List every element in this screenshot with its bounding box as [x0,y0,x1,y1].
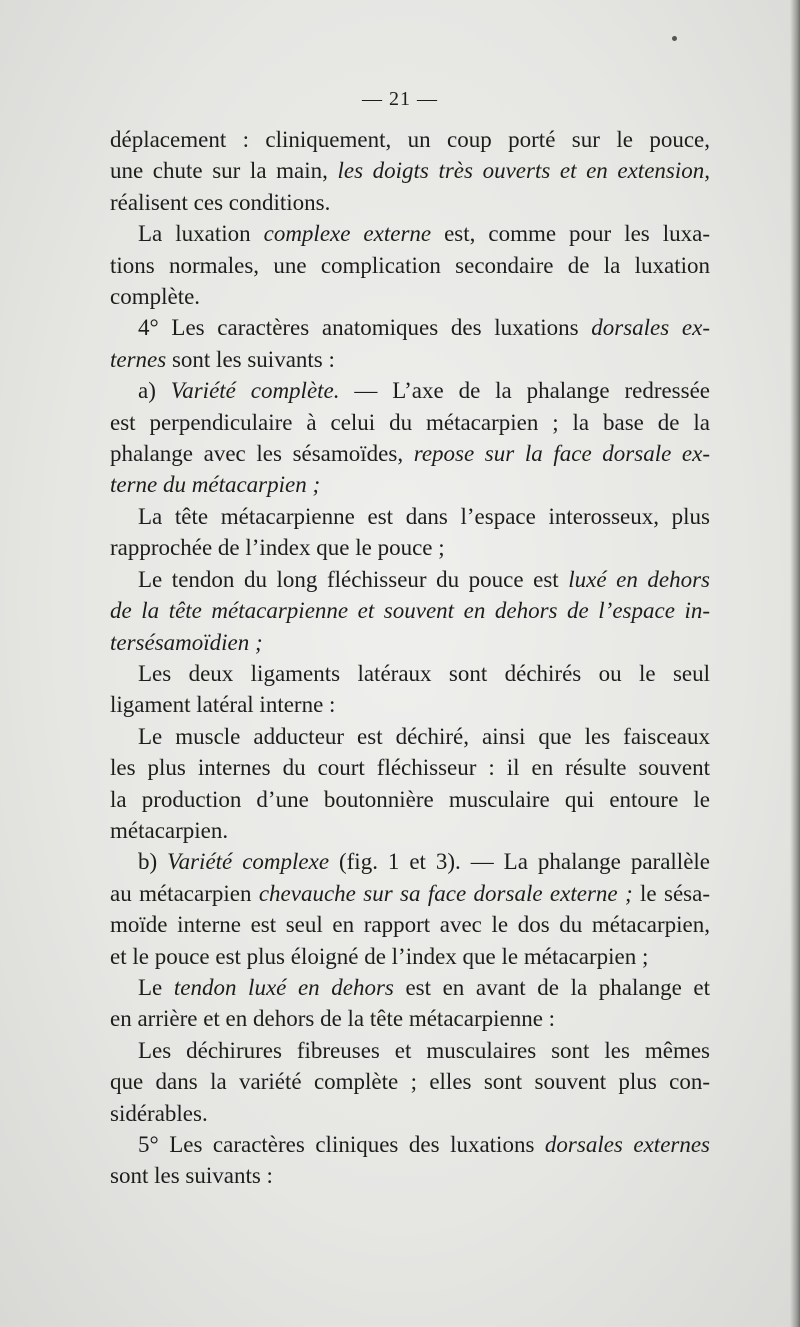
text-line [110,218,710,249]
text-line [110,250,710,281]
text-line [110,972,710,1003]
roman-text: ligament latéral interne : [110,692,336,718]
roman-text: La tête métacarpienne est dans l’espace interosseux, plus [138,503,710,529]
text-line [110,501,710,532]
roman-text: a) [138,378,171,404]
text-line [110,1129,710,1160]
roman-text: et le pouce est plus éloigné de l’index que le métacarpien ; [110,943,649,969]
roman-text: complète. [110,284,201,310]
ink-speck [672,36,677,41]
italic-text: repose sur la face dorsale ex- [413,441,711,467]
roman-text: les plus internes du court fléchisseur : il en résulte souvent [110,755,710,781]
italic-text: chevauche sur sa face dorsale externe ; [258,880,633,906]
roman-text: rapprochée de l’index que le pouce ; [110,535,445,561]
roman-text: (fig. 1 et 3). — La phalange parallèle [329,849,711,875]
roman-text: tions normales, une complication secondaire de la luxation [110,252,710,278]
text-line [110,1066,710,1097]
text-line [110,878,710,909]
roman-text: métacarpien. [110,817,229,843]
roman-text: Les deux ligaments latéraux sont déchirés ou le seul [138,660,710,686]
text-line [110,564,710,595]
roman-text: que dans la variété complète ; elles sont souvent plus con- [110,1069,710,1095]
text-line [110,941,710,972]
text-line [110,312,710,343]
body-text [110,124,710,1192]
italic-text: dorsales externes [544,1132,711,1157]
text-line [110,344,710,375]
text-line [110,1035,710,1066]
text-line [110,1003,710,1034]
page-number: — 21 — [362,88,438,110]
roman-text: moïde interne est seul en rapport avec le dos du métacarpien, [110,912,710,938]
italic-text: dorsales ex- [591,315,710,341]
italic-text: terne du métacarpien ; [110,472,321,498]
page-edge-shadow [790,0,800,1327]
italic-text: les doigts très ouverts et en extension, [337,158,711,184]
roman-text: b) [138,849,168,875]
text-line [110,815,710,846]
text-line [110,689,710,720]
roman-text: phalange avec les sésamoïdes, [110,441,414,467]
roman-text: le sésa- [632,880,710,906]
roman-text: Le muscle adducteur est déchiré, ainsi que les faisceaux [138,723,710,749]
text-line [110,658,710,689]
roman-text: en arrière et en dehors de la tête métacarpienne : [110,1006,556,1032]
text-line [110,909,710,940]
text-line [110,187,710,218]
roman-text: sidérables. [110,1100,208,1126]
text-line [110,469,710,500]
roman-text: — L’axe de la phalange redressée [339,378,710,404]
text-line [110,532,710,563]
text-line [110,846,710,877]
roman-text: 4° Les caractères anatomiques des luxations [138,315,592,341]
roman-text: est en avant de la phalange et [393,974,710,1000]
roman-text: est perpendiculaire à celui du métacarpien ; la base de la [110,409,710,435]
italic-text: luxé en dehors [568,566,710,592]
italic-text: ternes [110,346,167,372]
italic-text: tersésamoïdien ; [110,629,263,655]
text-line [110,752,710,783]
text-line [110,375,710,406]
text-line [110,281,710,312]
roman-text: la production d’une boutonnière musculaire qui entoure le [110,786,710,812]
roman-text: Les déchirures fibreuses et musculaires sont les mêmes [138,1037,710,1063]
text-line [110,721,710,752]
italic-text: de la tête métacarpienne et souvent en dehors de l’espace in- [110,598,710,624]
text-line [110,155,710,186]
text-line [110,407,710,438]
roman-text: Le [138,974,174,1000]
roman-text: est, comme pour les luxa- [431,221,710,247]
roman-text: La luxation [138,221,264,247]
roman-text: au métacarpien [110,880,259,906]
roman-text: sont les suivants : [166,346,335,372]
italic-text: complexe externe [263,221,432,247]
italic-text: tendon luxé en dehors [173,974,394,1000]
roman-text: 5° Les caractères cliniques des luxations [138,1132,545,1157]
text-line [110,784,710,815]
text-line [110,438,710,469]
text-line [110,595,710,626]
text-line [110,627,710,658]
italic-text: Variété complète. [170,378,340,404]
text-line [110,1160,710,1191]
text-line [110,124,710,155]
roman-text: réalisent ces conditions. [110,189,331,215]
roman-text: Le tendon du long fléchisseur du pouce est [138,566,569,592]
italic-text: Variété complexe [167,849,330,875]
roman-text: une chute sur la main, [110,158,338,184]
roman-text: sont les suivants : [110,1163,273,1189]
roman-text: déplacement : cliniquement, un coup porté sur le pouce, [110,127,710,152]
text-line [110,1098,710,1129]
